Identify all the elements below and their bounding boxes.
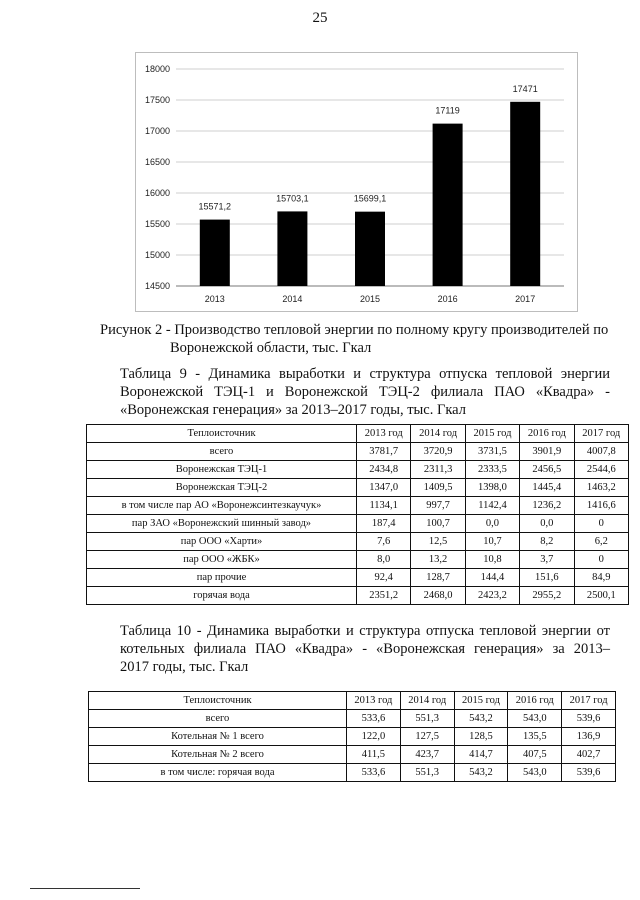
- table9: [86, 424, 629, 605]
- table-cell: 8,0: [357, 551, 411, 569]
- table-cell: 84,9: [574, 569, 628, 587]
- table-cell: 7,6: [357, 533, 411, 551]
- row-label: в том числе: горячая вода: [89, 764, 347, 782]
- bar: [200, 220, 230, 286]
- table-cell: 6,2: [574, 533, 628, 551]
- column-header: 2016 год: [508, 692, 562, 710]
- table-cell: 3,7: [520, 551, 574, 569]
- table-cell: 0,0: [520, 515, 574, 533]
- y-tick-label: 17000: [144, 126, 170, 136]
- x-tick-label: 2014: [282, 294, 303, 304]
- table10-title: [120, 622, 610, 676]
- x-tick-label: 2013: [204, 294, 225, 304]
- table10-title-line-2: котельных филиала ПАО «Квадра» - «Воронежская генерация» за 2013–: [120, 641, 610, 657]
- data-label: 17471: [512, 83, 538, 94]
- table-cell: 3731,5: [465, 443, 519, 461]
- table10-title-line-1: Таблица 10 - Динамика выработки и структура отпуска тепловой энергии от: [120, 623, 610, 639]
- table-cell: 543,2: [454, 710, 508, 728]
- table-cell: 2456,5: [520, 461, 574, 479]
- table9-title: [120, 365, 610, 419]
- table-cell: 187,4: [357, 515, 411, 533]
- data-label: 17119: [435, 105, 460, 116]
- column-header: 2016 год: [520, 425, 574, 443]
- column-header: 2017 год: [574, 425, 628, 443]
- table-cell: 423,7: [400, 746, 454, 764]
- row-label: пар ООО «ЖБК»: [87, 551, 357, 569]
- table-cell: 2955,2: [520, 587, 574, 605]
- table-cell: 1142,4: [465, 497, 519, 515]
- table-cell: 533,6: [347, 710, 401, 728]
- figure-caption-line-1: Рисунок 2 - Производство тепловой энергии по полному кругу производителей по: [100, 322, 609, 338]
- bar-chart: [135, 52, 578, 312]
- table-row: [87, 587, 629, 605]
- table10-header-row: [89, 692, 616, 710]
- table-cell: 1134,1: [357, 497, 411, 515]
- table-cell: 4007,8: [574, 443, 628, 461]
- table-row: [87, 515, 629, 533]
- row-label: Котельная № 1 всего: [89, 728, 347, 746]
- row-label: горячая вода: [87, 587, 357, 605]
- bar: [355, 212, 385, 286]
- bar: [510, 102, 540, 286]
- table-cell: 128,7: [411, 569, 465, 587]
- table-cell: 1445,4: [520, 479, 574, 497]
- table-row: [89, 746, 616, 764]
- table-cell: 0: [574, 551, 628, 569]
- page-number: 25: [312, 10, 328, 26]
- table-cell: 2544,6: [574, 461, 628, 479]
- table-row: [89, 710, 616, 728]
- row-label: Котельная № 2 всего: [89, 746, 347, 764]
- bar: [433, 124, 463, 286]
- row-label: пар ЗАО «Воронежский шинный завод»: [87, 515, 357, 533]
- table-cell: 407,5: [508, 746, 562, 764]
- table-cell: 543,2: [454, 764, 508, 782]
- table10: [88, 691, 616, 782]
- table-cell: 533,6: [347, 764, 401, 782]
- column-header: 2015 год: [465, 425, 519, 443]
- table-row: [87, 497, 629, 515]
- table-cell: 122,0: [347, 728, 401, 746]
- table-row: [87, 443, 629, 461]
- table-cell: 144,4: [465, 569, 519, 587]
- y-tick-label: 17500: [144, 95, 170, 105]
- y-tick-label: 14500: [144, 281, 170, 291]
- table-cell: 127,5: [400, 728, 454, 746]
- table-cell: 1416,6: [574, 497, 628, 515]
- table-cell: 551,3: [400, 764, 454, 782]
- table9-title-line-2: Воронежской ТЭЦ-1 и Воронежской ТЭЦ-2 филиала ПАО «Квадра» -: [120, 384, 610, 400]
- table-cell: 1236,2: [520, 497, 574, 515]
- row-label: пар ООО «Харти»: [87, 533, 357, 551]
- y-tick-label: 15500: [144, 219, 170, 229]
- table-cell: 8,2: [520, 533, 574, 551]
- table-cell: 151,6: [520, 569, 574, 587]
- table-cell: 2468,0: [411, 587, 465, 605]
- table-cell: 543,0: [508, 710, 562, 728]
- table-cell: 10,8: [465, 551, 519, 569]
- column-header: 2015 год: [454, 692, 508, 710]
- y-tick-label: 15000: [144, 250, 170, 260]
- table9-header-row: [87, 425, 629, 443]
- figure-caption-line-2: Воронежской области, тыс. Гкал: [170, 340, 372, 356]
- table-cell: 551,3: [400, 710, 454, 728]
- table-cell: 539,6: [562, 764, 616, 782]
- column-header: Теплоисточник: [87, 425, 357, 443]
- table-cell: 13,2: [411, 551, 465, 569]
- column-header: 2014 год: [411, 425, 465, 443]
- table-row: [89, 728, 616, 746]
- table-cell: 1409,5: [411, 479, 465, 497]
- data-label: 15571,2: [198, 201, 232, 212]
- table-cell: 135,5: [508, 728, 562, 746]
- table-cell: 0: [574, 515, 628, 533]
- row-label: в том числе пар АО «Воронежсинтезкаучук»: [87, 497, 357, 515]
- column-header: 2013 год: [347, 692, 401, 710]
- table-cell: 2333,5: [465, 461, 519, 479]
- table-cell: 136,9: [562, 728, 616, 746]
- column-header: 2014 год: [400, 692, 454, 710]
- table-cell: 2500,1: [574, 587, 628, 605]
- table-cell: 2434,8: [357, 461, 411, 479]
- column-header: 2017 год: [562, 692, 616, 710]
- table-cell: 3781,7: [357, 443, 411, 461]
- row-label: пар прочие: [87, 569, 357, 587]
- y-tick-label: 18000: [144, 64, 170, 74]
- table10-title-line-3: 2017 годы, тыс. Гкал: [120, 659, 249, 675]
- table-row: [89, 764, 616, 782]
- data-label: 15703,1: [276, 193, 309, 204]
- table-row: [87, 479, 629, 497]
- row-label: всего: [89, 710, 347, 728]
- table-cell: 100,7: [411, 515, 465, 533]
- figure-caption: [100, 321, 614, 357]
- table-cell: 1398,0: [465, 479, 519, 497]
- column-header: Теплоисточник: [89, 692, 347, 710]
- row-label: Воронежская ТЭЦ-1: [87, 461, 357, 479]
- row-label: всего: [87, 443, 357, 461]
- table-cell: 543,0: [508, 764, 562, 782]
- table-cell: 997,7: [411, 497, 465, 515]
- row-label: Воронежская ТЭЦ-2: [87, 479, 357, 497]
- x-tick-label: 2015: [359, 294, 381, 304]
- table-row: [87, 569, 629, 587]
- column-header: 2013 год: [357, 425, 411, 443]
- table-row: [87, 533, 629, 551]
- table10-body: [89, 710, 616, 782]
- table9-title-line-1: Таблица 9 - Динамика выработки и структура отпуска тепловой энергии: [120, 366, 610, 382]
- y-tick-label: 16000: [144, 188, 170, 198]
- table9-title-line-3: «Воронежская генерация» за 2013–2017 годы, тыс. Гкал: [120, 402, 466, 418]
- table-row: [87, 461, 629, 479]
- table-cell: 12,5: [411, 533, 465, 551]
- table-cell: 0,0: [465, 515, 519, 533]
- table-cell: 2351,2: [357, 587, 411, 605]
- table-cell: 539,6: [562, 710, 616, 728]
- table-cell: 411,5: [347, 746, 401, 764]
- footer-rule: [30, 888, 140, 889]
- table-cell: 3720,9: [411, 443, 465, 461]
- x-tick-label: 2017: [515, 294, 536, 304]
- chart-svg: [136, 53, 577, 311]
- table-cell: 2423,2: [465, 587, 519, 605]
- table-cell: 10,7: [465, 533, 519, 551]
- data-label: 15699,1: [353, 193, 387, 204]
- table9-body: [87, 443, 629, 605]
- table-row: [87, 551, 629, 569]
- x-tick-label: 2016: [437, 294, 458, 304]
- bar: [277, 211, 307, 286]
- table-cell: 414,7: [454, 746, 508, 764]
- table-cell: 2311,3: [411, 461, 465, 479]
- table-cell: 128,5: [454, 728, 508, 746]
- table-cell: 92,4: [357, 569, 411, 587]
- table-cell: 402,7: [562, 746, 616, 764]
- table-cell: 1463,2: [574, 479, 628, 497]
- table-cell: 1347,0: [357, 479, 411, 497]
- table-cell: 3901,9: [520, 443, 574, 461]
- y-tick-label: 16500: [144, 157, 170, 167]
